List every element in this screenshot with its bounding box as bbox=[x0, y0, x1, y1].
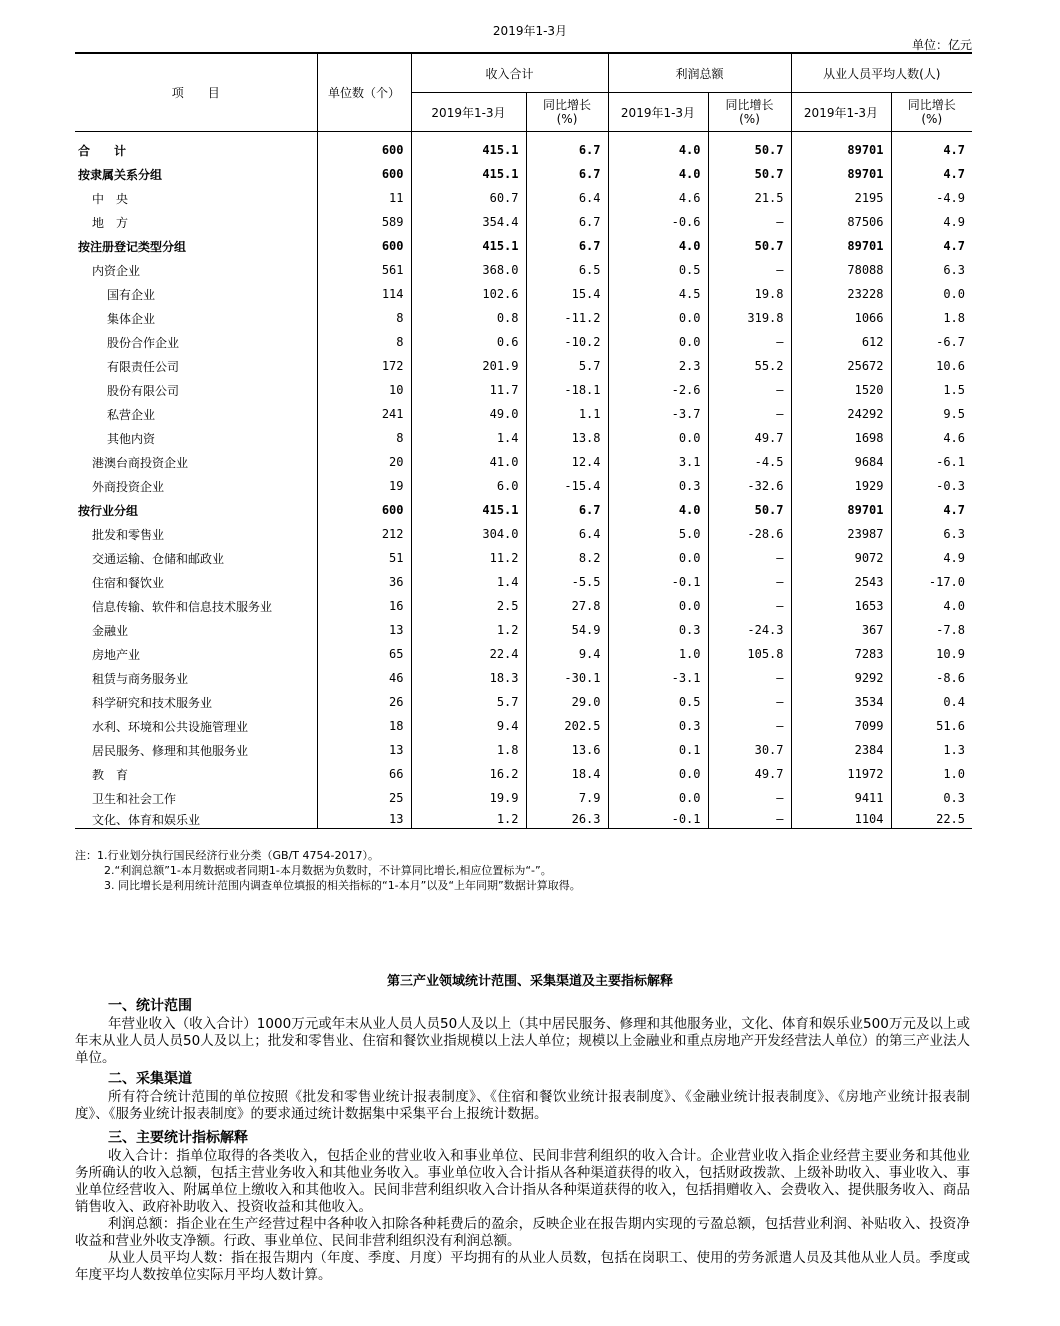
cell-revenue-growth: 9.4 bbox=[526, 642, 608, 666]
cell-revenue-growth: 6.5 bbox=[526, 258, 608, 282]
row-label: 集体企业 bbox=[107, 311, 156, 326]
row-label: 港澳台商投资企业 bbox=[92, 455, 189, 470]
cell-profit: 0.0 bbox=[608, 594, 708, 618]
cell-revenue: 102.6 bbox=[411, 282, 526, 306]
cell-units: 172 bbox=[317, 354, 411, 378]
cell-employees-growth: 6.3 bbox=[891, 258, 972, 282]
cell-employees: 612 bbox=[791, 330, 891, 354]
cell-revenue-growth: 1.1 bbox=[526, 402, 608, 426]
cell-profit: 4.6 bbox=[608, 186, 708, 210]
table-row bbox=[75, 282, 972, 306]
table-row bbox=[75, 234, 972, 258]
cell-profit: 4.5 bbox=[608, 282, 708, 306]
cell-profit-growth: — bbox=[708, 714, 791, 738]
cell-profit-growth: — bbox=[708, 210, 791, 234]
table-row bbox=[75, 186, 972, 210]
cell-profit-growth: -28.6 bbox=[708, 522, 791, 546]
cell-profit: 0.0 bbox=[608, 330, 708, 354]
cell-units: 600 bbox=[317, 162, 411, 186]
cell-employees: 1104 bbox=[791, 810, 891, 829]
cell-employees-growth: 0.0 bbox=[891, 282, 972, 306]
cell-units: 18 bbox=[317, 714, 411, 738]
cell-employees-growth: 0.3 bbox=[891, 786, 972, 810]
cell-units: 8 bbox=[317, 426, 411, 450]
cell-profit-growth: 319.8 bbox=[708, 306, 791, 330]
row-label: 按行业分组 bbox=[78, 503, 139, 518]
cell-employees: 1520 bbox=[791, 378, 891, 402]
table-row bbox=[75, 426, 972, 450]
cell-profit-growth: — bbox=[708, 690, 791, 714]
row-label: 文化、体育和娱乐业 bbox=[75, 810, 317, 829]
cell-profit: 4.0 bbox=[608, 498, 708, 522]
cell-employees-growth: -6.7 bbox=[891, 330, 972, 354]
table-row bbox=[75, 450, 972, 474]
cell-revenue: 0.8 bbox=[411, 306, 526, 330]
cell-revenue-growth: 15.4 bbox=[526, 282, 608, 306]
cell-employees-growth: 10.9 bbox=[891, 642, 972, 666]
statistics-table bbox=[75, 52, 972, 829]
cell-units: 25 bbox=[317, 786, 411, 810]
cell-revenue: 5.7 bbox=[411, 690, 526, 714]
cell-revenue: 16.2 bbox=[411, 762, 526, 786]
cell-employees: 23987 bbox=[791, 522, 891, 546]
section-paragraph: 所有符合统计范围的单位按照《批发和零售业统计报表制度》、《住宿和餐饮业统计报表制度》、《金融业统计报表制度》、《房地产业统计报表制度》、《服务业统计报表制度》的要求通过统计数据集中采集平台上报统计数据。 bbox=[75, 1089, 970, 1122]
cell-employees: 3534 bbox=[791, 690, 891, 714]
table-row bbox=[75, 762, 972, 786]
table-row bbox=[75, 738, 972, 762]
cell-revenue: 2.5 bbox=[411, 594, 526, 618]
row-label: 中 央 bbox=[92, 191, 129, 206]
cell-revenue: 415.1 bbox=[411, 132, 526, 163]
cell-profit-growth: — bbox=[708, 570, 791, 594]
cell-employees-growth: 4.9 bbox=[891, 546, 972, 570]
cell-employees: 87506 bbox=[791, 210, 891, 234]
note-2: 2.“利润总额”1-本月数据或者同期1-本月数据为负数时，不计算同比增长,相应位置标为“-”。 bbox=[104, 864, 552, 877]
cell-employees: 9292 bbox=[791, 666, 891, 690]
section-paragraph: 收入合计：指单位取得的各类收入，包括企业的营业收入和事业单位、民间非营利组织的收入合计。企业营业收入指企业经营主要业务和其他业务所确认的收入总额，包括主营业务收入和其他业务收入。事业单位收入合计指从各种渠道获得的收入，包括财政拨款、上级补助收入、事业收入、事业单位经营收入、附属单位上缴收入和其他收入。民间非营利组织收入合计指从各种渠道获得的收入，包括捐赠收入、会费收入、提供服务收入、商品销售收入、政府补助收入、投资收益和其他收入。 bbox=[75, 1148, 970, 1215]
cell-revenue-growth: 26.3 bbox=[526, 810, 608, 829]
row-label: 按隶属关系分组 bbox=[78, 167, 163, 182]
section-paragraph: 年营业收入（收入合计）1000万元或年末从业人员人员50人及以上（其中居民服务、修理和其他服务业，文化、体育和娱乐业500万元及以上或年末从业人员人员50人及以上；批发和零售业、住宿和餐饮业指规模以上法人单位；规模以上金融业和重点房地产开发经营法人单位）的第三产业法人单位。 bbox=[75, 1016, 970, 1066]
cell-employees-growth: -0.3 bbox=[891, 474, 972, 498]
cell-employees-growth: 1.3 bbox=[891, 738, 972, 762]
cell-employees: 7099 bbox=[791, 714, 891, 738]
cell-profit-growth: — bbox=[708, 330, 791, 354]
cell-employees: 2195 bbox=[791, 186, 891, 210]
cell-revenue-growth: 27.8 bbox=[526, 594, 608, 618]
row-label: 国有企业 bbox=[107, 287, 156, 302]
cell-units: 114 bbox=[317, 282, 411, 306]
cell-profit: 4.0 bbox=[608, 234, 708, 258]
table-row bbox=[75, 378, 972, 402]
section-paragraph: 利润总额：指企业在生产经营过程中各种收入扣除各种耗费后的盈余，反映企业在报告期内实现的亏盈总额，包括营业利润、补贴收入、投资净收益和营业外收支净额。行政、事业单位、民间非营利组织没有利润总额。 bbox=[75, 1216, 970, 1249]
cell-revenue: 6.0 bbox=[411, 474, 526, 498]
row-label: 卫生和社会工作 bbox=[92, 791, 177, 806]
cell-profit-growth: 50.7 bbox=[708, 132, 791, 163]
cell-revenue: 11.7 bbox=[411, 378, 526, 402]
cell-units: 46 bbox=[317, 666, 411, 690]
explanation-title: 第三产业领域统计范围、采集渠道及主要指标解释 bbox=[386, 974, 673, 989]
cell-revenue: 1.4 bbox=[411, 570, 526, 594]
cell-profit-growth: — bbox=[708, 402, 791, 426]
cell-units: 36 bbox=[317, 570, 411, 594]
table-body bbox=[75, 132, 972, 829]
cell-units: 16 bbox=[317, 594, 411, 618]
cell-employees-growth: 9.5 bbox=[891, 402, 972, 426]
cell-profit: 1.0 bbox=[608, 642, 708, 666]
cell-revenue: 41.0 bbox=[411, 450, 526, 474]
cell-profit-growth: — bbox=[708, 546, 791, 570]
row-label: 内资企业 bbox=[92, 263, 141, 278]
cell-employees-growth: 4.7 bbox=[891, 234, 972, 258]
row-label: 有限责任公司 bbox=[107, 359, 180, 374]
row-label: 其他内资 bbox=[107, 431, 156, 446]
row-label: 居民服务、修理和其他服务业 bbox=[92, 743, 249, 758]
cell-profit: 5.0 bbox=[608, 522, 708, 546]
table-row bbox=[75, 258, 972, 282]
cell-units: 19 bbox=[317, 474, 411, 498]
cell-profit: 2.3 bbox=[608, 354, 708, 378]
cell-profit-growth: 105.8 bbox=[708, 642, 791, 666]
header-profit: 利润总额 bbox=[608, 53, 791, 93]
section-channel bbox=[75, 1071, 970, 1123]
cell-revenue: 415.1 bbox=[411, 234, 526, 258]
cell-employees-growth: 4.7 bbox=[891, 162, 972, 186]
cell-employees: 78088 bbox=[791, 258, 891, 282]
cell-employees: 2543 bbox=[791, 570, 891, 594]
cell-employees: 24292 bbox=[791, 402, 891, 426]
cell-revenue: 1.2 bbox=[411, 618, 526, 642]
cell-profit-growth: — bbox=[708, 258, 791, 282]
cell-employees-growth: 4.9 bbox=[891, 210, 972, 234]
cell-units: 51 bbox=[317, 546, 411, 570]
cell-employees: 1653 bbox=[791, 594, 891, 618]
cell-revenue-growth: 8.2 bbox=[526, 546, 608, 570]
cell-units: 241 bbox=[317, 402, 411, 426]
cell-revenue-growth: 6.7 bbox=[526, 132, 608, 163]
header-employees-growth: 同比增长 (%) bbox=[891, 93, 972, 132]
cell-revenue-growth: 6.7 bbox=[526, 162, 608, 186]
cell-profit: 0.0 bbox=[608, 762, 708, 786]
cell-units: 66 bbox=[317, 762, 411, 786]
table-row bbox=[75, 498, 972, 522]
cell-profit-growth: 21.5 bbox=[708, 186, 791, 210]
cell-revenue: 0.6 bbox=[411, 330, 526, 354]
cell-revenue-growth: -18.1 bbox=[526, 378, 608, 402]
cell-profit: 0.0 bbox=[608, 786, 708, 810]
row-label: 私营企业 bbox=[107, 407, 156, 422]
row-label: 科学研究和技术服务业 bbox=[92, 695, 213, 710]
header-profit-growth: 同比增长 (%) bbox=[708, 93, 791, 132]
cell-revenue-growth: 6.7 bbox=[526, 210, 608, 234]
cell-employees-growth: 4.0 bbox=[891, 594, 972, 618]
cell-units: 20 bbox=[317, 450, 411, 474]
cell-units: 13 bbox=[317, 738, 411, 762]
cell-revenue-growth: 13.8 bbox=[526, 426, 608, 450]
table-row bbox=[75, 132, 972, 163]
cell-profit: -0.6 bbox=[608, 210, 708, 234]
cell-units: 10 bbox=[317, 378, 411, 402]
row-label: 外商投资企业 bbox=[92, 479, 165, 494]
row-label: 股份有限公司 bbox=[107, 383, 180, 398]
cell-employees-growth: 1.8 bbox=[891, 306, 972, 330]
cell-revenue-growth: 6.7 bbox=[526, 234, 608, 258]
cell-profit-growth: -32.6 bbox=[708, 474, 791, 498]
table-row bbox=[75, 666, 972, 690]
cell-profit: 0.3 bbox=[608, 714, 708, 738]
cell-profit: -3.1 bbox=[608, 666, 708, 690]
cell-profit-growth: 30.7 bbox=[708, 738, 791, 762]
cell-revenue-growth: 6.7 bbox=[526, 498, 608, 522]
cell-revenue: 1.2 bbox=[411, 810, 526, 829]
cell-employees-growth: -8.6 bbox=[891, 666, 972, 690]
note-3: 3. 同比增长是利用统计范围内调查单位填报的相关指标的“1-本月”以及“上年同期”数据计算取得。 bbox=[104, 879, 581, 892]
cell-revenue: 1.4 bbox=[411, 426, 526, 450]
header-revenue-growth: 同比增长 (%) bbox=[526, 93, 608, 132]
cell-units: 600 bbox=[317, 498, 411, 522]
header-revenue-period: 2019年1-3月 bbox=[411, 93, 526, 132]
cell-employees: 89701 bbox=[791, 132, 891, 163]
cell-employees: 89701 bbox=[791, 234, 891, 258]
cell-profit: 0.1 bbox=[608, 738, 708, 762]
cell-revenue: 415.1 bbox=[411, 162, 526, 186]
cell-profit: 0.5 bbox=[608, 258, 708, 282]
table-row bbox=[75, 474, 972, 498]
cell-employees-growth: 4.6 bbox=[891, 426, 972, 450]
cell-employees-growth: -6.1 bbox=[891, 450, 972, 474]
cell-revenue-growth: 6.4 bbox=[526, 186, 608, 210]
section-heading: 一、统计范围 bbox=[108, 998, 192, 1014]
cell-revenue-growth: 7.9 bbox=[526, 786, 608, 810]
cell-employees: 89701 bbox=[791, 498, 891, 522]
cell-revenue-growth: 29.0 bbox=[526, 690, 608, 714]
row-label: 金融业 bbox=[92, 623, 129, 638]
table-row bbox=[75, 594, 972, 618]
cell-revenue: 304.0 bbox=[411, 522, 526, 546]
row-label: 租赁与商务服务业 bbox=[92, 671, 189, 686]
cell-employees-growth: -4.9 bbox=[891, 186, 972, 210]
cell-revenue: 1.8 bbox=[411, 738, 526, 762]
cell-units: 600 bbox=[317, 234, 411, 258]
cell-employees: 23228 bbox=[791, 282, 891, 306]
cell-revenue-growth: -11.2 bbox=[526, 306, 608, 330]
cell-employees: 7283 bbox=[791, 642, 891, 666]
cell-revenue-growth: 202.5 bbox=[526, 714, 608, 738]
cell-employees-growth: 4.7 bbox=[891, 498, 972, 522]
cell-profit-growth: — bbox=[708, 666, 791, 690]
table-row bbox=[75, 306, 972, 330]
cell-revenue-growth: -15.4 bbox=[526, 474, 608, 498]
cell-units: 26 bbox=[317, 690, 411, 714]
cell-employees-growth: -17.0 bbox=[891, 570, 972, 594]
cell-profit-growth: -4.5 bbox=[708, 450, 791, 474]
cell-revenue-growth: 6.4 bbox=[526, 522, 608, 546]
cell-employees: 9411 bbox=[791, 786, 891, 810]
cell-employees: 2384 bbox=[791, 738, 891, 762]
table-row bbox=[75, 210, 972, 234]
cell-employees: 25672 bbox=[791, 354, 891, 378]
cell-revenue: 9.4 bbox=[411, 714, 526, 738]
cell-revenue: 22.4 bbox=[411, 642, 526, 666]
cell-units: 65 bbox=[317, 642, 411, 666]
cell-revenue-growth: -30.1 bbox=[526, 666, 608, 690]
cell-employees: 89701 bbox=[791, 162, 891, 186]
cell-employees: 1929 bbox=[791, 474, 891, 498]
table-row bbox=[75, 618, 972, 642]
cell-revenue: 49.0 bbox=[411, 402, 526, 426]
cell-employees-growth: -7.8 bbox=[891, 618, 972, 642]
cell-employees: 1698 bbox=[791, 426, 891, 450]
row-label: 水利、环境和公共设施管理业 bbox=[92, 719, 249, 734]
cell-revenue: 18.3 bbox=[411, 666, 526, 690]
cell-employees-growth: 1.5 bbox=[891, 378, 972, 402]
cell-revenue-growth: -10.2 bbox=[526, 330, 608, 354]
table-row bbox=[75, 354, 972, 378]
cell-profit-growth: 50.7 bbox=[708, 498, 791, 522]
cell-profit: -0.1 bbox=[608, 810, 708, 829]
table-notes bbox=[75, 848, 581, 893]
cell-revenue: 11.2 bbox=[411, 546, 526, 570]
cell-revenue: 19.9 bbox=[411, 786, 526, 810]
cell-profit-growth: 49.7 bbox=[708, 762, 791, 786]
row-label: 合 计 bbox=[78, 143, 127, 158]
cell-employees-growth: 6.3 bbox=[891, 522, 972, 546]
cell-revenue-growth: 54.9 bbox=[526, 618, 608, 642]
cell-profit: 0.5 bbox=[608, 690, 708, 714]
cell-employees: 367 bbox=[791, 618, 891, 642]
table-row bbox=[75, 330, 972, 354]
row-label: 按注册登记类型分组 bbox=[78, 239, 187, 254]
cell-employees-growth: 51.6 bbox=[891, 714, 972, 738]
header-employees-period: 2019年1-3月 bbox=[791, 93, 891, 132]
cell-profit: -0.1 bbox=[608, 570, 708, 594]
cell-units: 589 bbox=[317, 210, 411, 234]
cell-profit-growth: — bbox=[708, 378, 791, 402]
table-row bbox=[75, 402, 972, 426]
table-row bbox=[75, 786, 972, 810]
cell-profit-growth: 55.2 bbox=[708, 354, 791, 378]
cell-revenue-growth: 18.4 bbox=[526, 762, 608, 786]
cell-profit-growth: — bbox=[708, 786, 791, 810]
cell-profit-growth: 49.7 bbox=[708, 426, 791, 450]
cell-units: 8 bbox=[317, 330, 411, 354]
row-label: 信息传输、软件和信息技术服务业 bbox=[92, 599, 273, 614]
cell-employees-growth: 10.6 bbox=[891, 354, 972, 378]
table-row bbox=[75, 810, 972, 829]
section-paragraph: 从业人员平均人数：指在报告期内（年度、季度、月度）平均拥有的从业人员数，包括在岗职工、使用的劳务派遣人员及其他从业人员。季度或年度平均人数按单位实际月平均人数计算。 bbox=[75, 1250, 970, 1283]
cell-profit: 0.0 bbox=[608, 306, 708, 330]
cell-units: 212 bbox=[317, 522, 411, 546]
table-row bbox=[75, 642, 972, 666]
cell-employees-growth: 4.7 bbox=[891, 132, 972, 163]
header-item: 项 目 bbox=[75, 53, 317, 132]
row-label: 批发和零售业 bbox=[92, 527, 165, 542]
cell-employees: 1066 bbox=[791, 306, 891, 330]
cell-profit-growth: 50.7 bbox=[708, 234, 791, 258]
row-label: 房地产业 bbox=[92, 647, 141, 662]
table-row bbox=[75, 546, 972, 570]
cell-units: 600 bbox=[317, 132, 411, 163]
cell-employees-growth: 0.4 bbox=[891, 690, 972, 714]
cell-profit: 4.0 bbox=[608, 132, 708, 163]
row-label: 教 育 bbox=[92, 767, 129, 782]
cell-profit-growth: 19.8 bbox=[708, 282, 791, 306]
cell-employees: 9684 bbox=[791, 450, 891, 474]
cell-revenue-growth: 12.4 bbox=[526, 450, 608, 474]
table-period: 2019年1-3月 bbox=[492, 24, 568, 38]
header-revenue: 收入合计 bbox=[411, 53, 608, 93]
section-indicators bbox=[75, 1130, 970, 1284]
cell-profit: -3.7 bbox=[608, 402, 708, 426]
cell-units: 8 bbox=[317, 306, 411, 330]
section-heading: 三、主要统计指标解释 bbox=[108, 1130, 248, 1146]
cell-profit-growth: — bbox=[708, 594, 791, 618]
section-heading: 二、采集渠道 bbox=[108, 1071, 192, 1087]
note-1: 注：1.行业划分执行国民经济行业分类（GB/T 4754-2017）。 bbox=[75, 849, 379, 862]
row-label: 住宿和餐饮业 bbox=[92, 575, 165, 590]
cell-profit: 0.0 bbox=[608, 426, 708, 450]
cell-profit: 0.0 bbox=[608, 546, 708, 570]
cell-revenue: 201.9 bbox=[411, 354, 526, 378]
cell-employees: 11972 bbox=[791, 762, 891, 786]
cell-revenue: 368.0 bbox=[411, 258, 526, 282]
cell-profit-growth: — bbox=[708, 810, 791, 829]
cell-revenue: 60.7 bbox=[411, 186, 526, 210]
cell-revenue-growth: -5.5 bbox=[526, 570, 608, 594]
cell-employees: 9072 bbox=[791, 546, 891, 570]
row-label: 地 方 bbox=[92, 215, 129, 230]
table-row bbox=[75, 522, 972, 546]
cell-profit: 0.3 bbox=[608, 618, 708, 642]
row-label: 股份合作企业 bbox=[107, 335, 180, 350]
section-scope bbox=[75, 998, 970, 1067]
header-employees: 从业人员平均人数(人) bbox=[791, 53, 972, 93]
unit-label: 单位：亿元 bbox=[911, 38, 972, 52]
cell-employees-growth: 22.5 bbox=[891, 810, 972, 829]
header-profit-period: 2019年1-3月 bbox=[608, 93, 708, 132]
cell-profit: 4.0 bbox=[608, 162, 708, 186]
cell-employees-growth: 1.0 bbox=[891, 762, 972, 786]
cell-revenue-growth: 5.7 bbox=[526, 354, 608, 378]
cell-profit-growth: -24.3 bbox=[708, 618, 791, 642]
cell-revenue: 415.1 bbox=[411, 498, 526, 522]
cell-units: 561 bbox=[317, 258, 411, 282]
cell-units: 13 bbox=[317, 618, 411, 642]
cell-profit: 0.3 bbox=[608, 474, 708, 498]
cell-profit: 3.1 bbox=[608, 450, 708, 474]
header-units: 单位数（个） bbox=[317, 53, 411, 132]
table-row bbox=[75, 570, 972, 594]
table-row bbox=[75, 690, 972, 714]
cell-units: 11 bbox=[317, 186, 411, 210]
cell-units: 13 bbox=[317, 810, 411, 829]
cell-profit: -2.6 bbox=[608, 378, 708, 402]
table-row bbox=[75, 162, 972, 186]
row-label: 交通运输、仓储和邮政业 bbox=[92, 551, 225, 566]
table-row bbox=[75, 714, 972, 738]
cell-profit-growth: 50.7 bbox=[708, 162, 791, 186]
cell-revenue: 354.4 bbox=[411, 210, 526, 234]
cell-revenue-growth: 13.6 bbox=[526, 738, 608, 762]
